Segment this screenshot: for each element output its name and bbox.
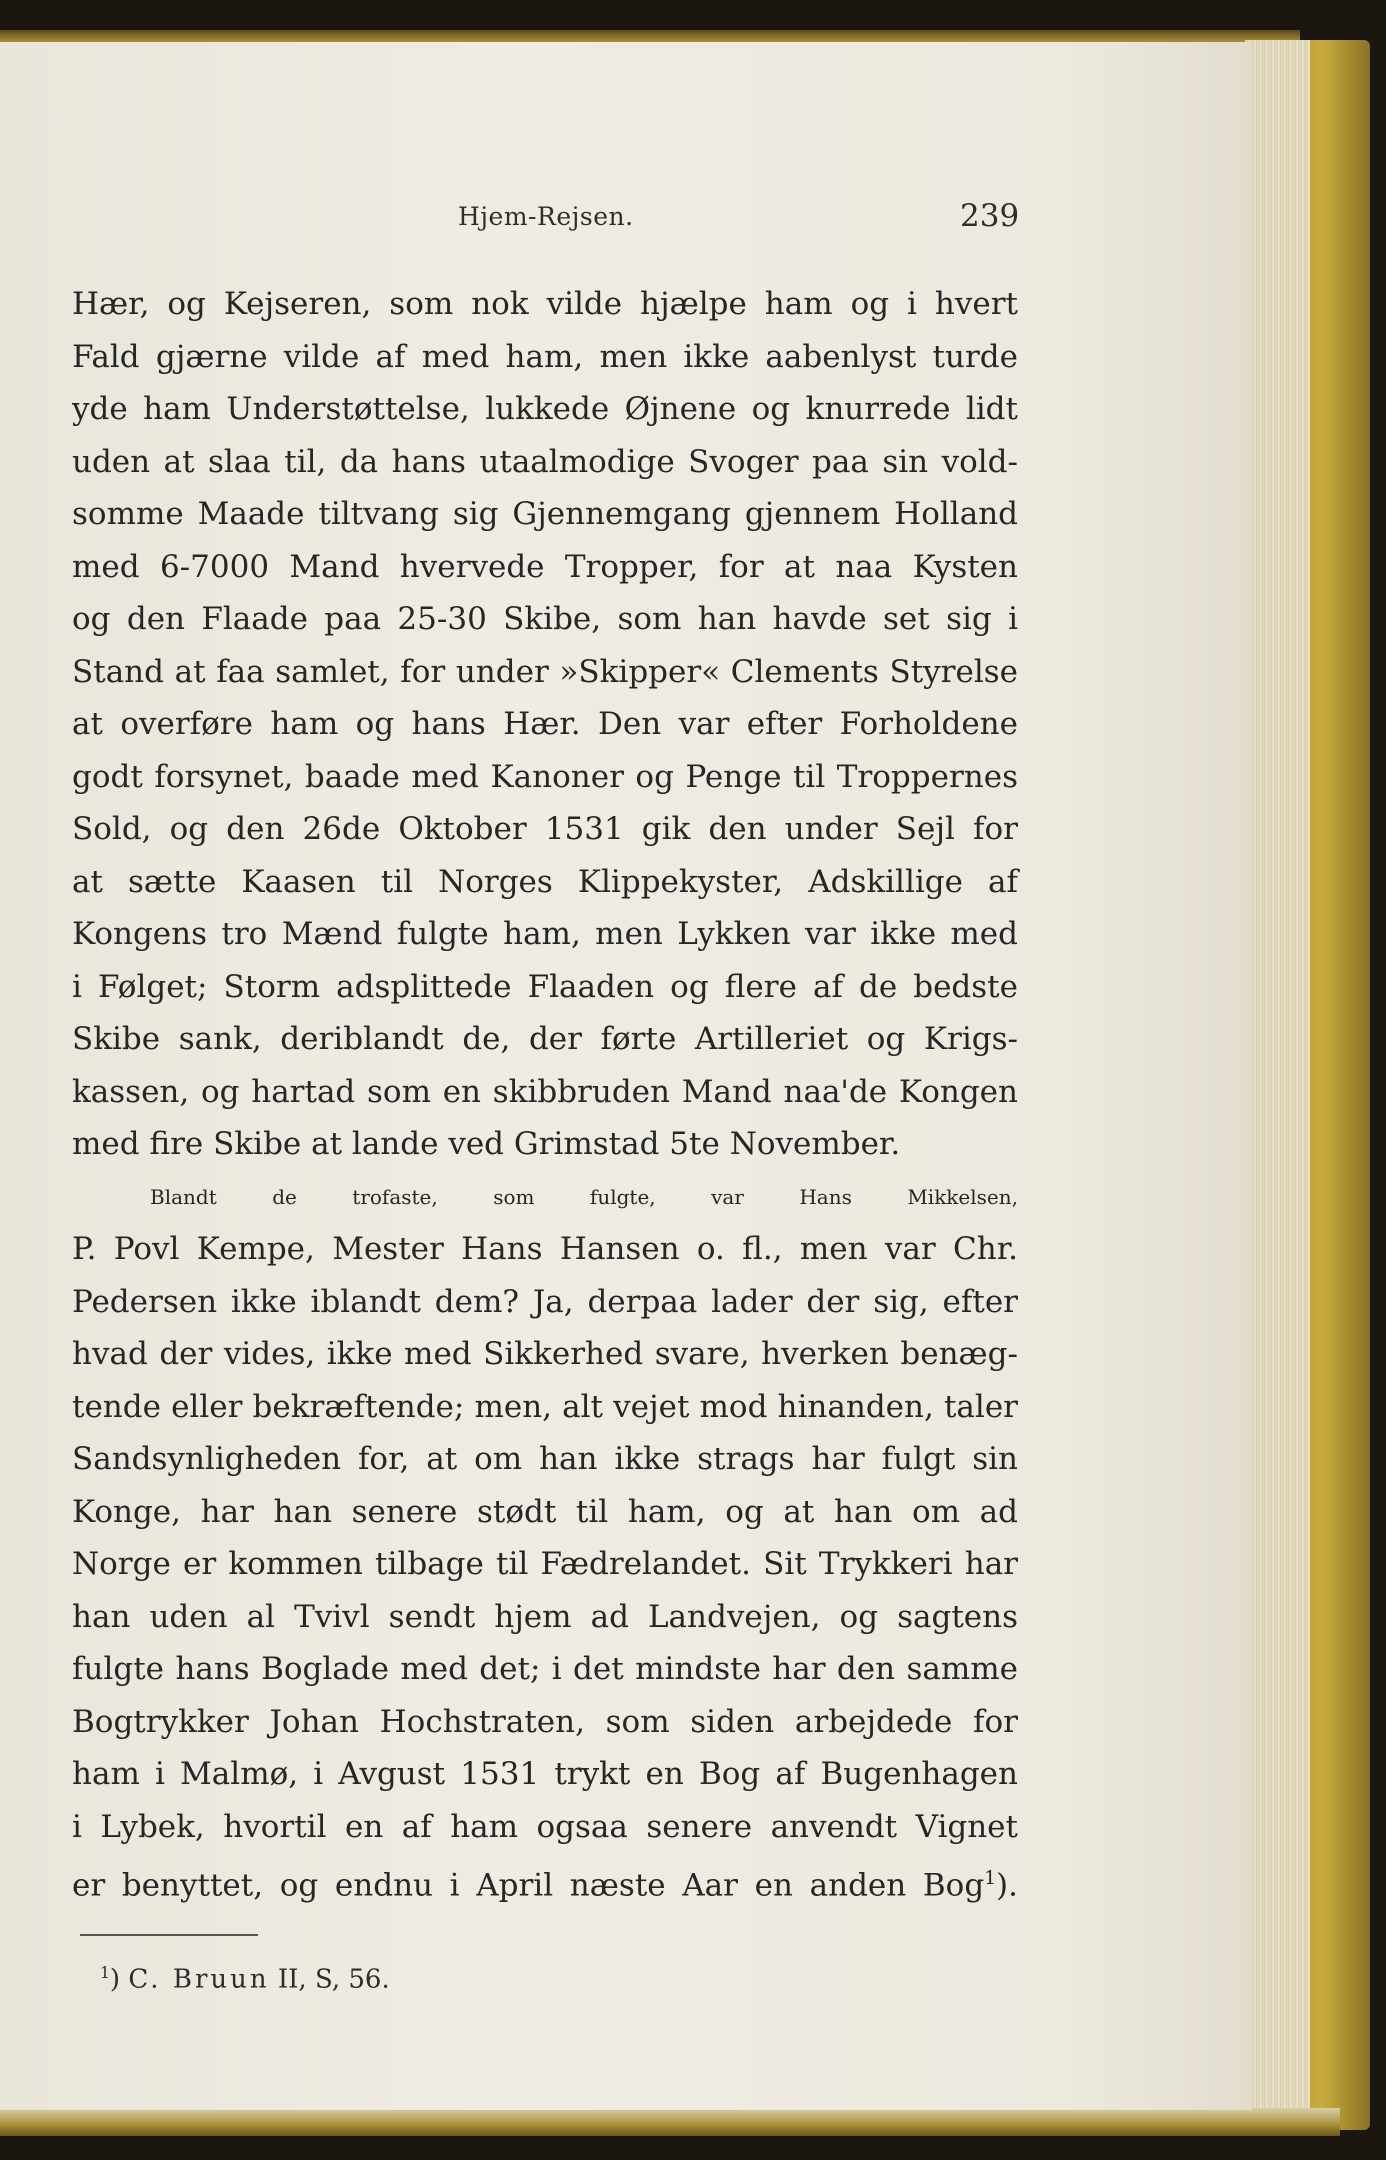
text-line: uden at slaa til, da hans utaalmodige Svoger paa sin vold- [72,443,1018,480]
footnote-mark: 1 [100,1964,110,1982]
text-line: Stand at faa samlet, for under »Skipper« Clements Styrelse [72,653,1018,690]
text-line: P. Povl Kempe, Mester Hans Hansen o. fl., men var Chr. [72,1231,1018,1267]
text-line: han uden al Tvivl sendt hjem ad Landvejen, og sagtens [72,1598,1018,1635]
text-line: ham i Malmø, i Avgust 1531 trykt en Bog af Bugenhagen [72,1756,1018,1792]
footnote-divider [80,1934,258,1936]
text-line: at overføre ham og hans Hær. Den var efter Forholdene [72,706,1018,742]
text-line: Blandt de trofaste, som fulgte, var Hans Mikkelsen, [150,1184,1018,1209]
book-page-edges [1245,40,1310,2130]
footnote-author: C. Bruun [128,1964,270,1995]
text-line: Hær, og Kejseren, som nok vilde hjælpe ham og i hvert [72,286,1018,322]
page-header [0,198,1020,242]
text-line: fulgte hans Boglade med det; i det mindste har den samme [72,1651,1018,1687]
text-line: Kongens tro Mænd fulgte ham, men Lykken var ikke med [72,916,1018,952]
text-line: i Følget; Storm adsplittede Flaaden og flere af de bedste [72,968,1018,1005]
text-line: Norge er kommen tilbage til Fædrelandet. Sit Trykkeri har [72,1546,1018,1582]
footnote [100,1964,390,1995]
footnote-paren: ) [109,1964,121,1995]
text-line: godt forsynet, baade med Kanoner og Penge til Troppernes [72,758,1018,795]
page [0,42,1252,2110]
paragraph-2 [72,1171,1018,1906]
text-line: Fald gjærne vilde af med ham, men ikke aabenlyst turde [72,338,1018,375]
text-line-last [72,1853,1018,1906]
book-bottom-edge [0,2108,1340,2136]
text-line: kassen, og hartad som en skibbruden Mand naa'de Kongen [72,1073,1018,1110]
text-line: med 6-7000 Mand hvervede Tropper, for at naa Kysten [72,548,1018,585]
body-text [72,278,1018,1906]
text-line: Sandsynligheden for, at om han ikke strags har fulgt sin [72,1441,1018,1477]
text-line: i Lybek, hvortil en af ham ogsaa senere anvendt Vignet [72,1808,1018,1845]
text-line: hvad der vides, ikke med Sikkerhed svare, hverken benæg- [72,1336,1018,1372]
text-line: med fire Skibe at lande ved Grimstad 5te November. [72,1126,901,1162]
paragraph-1 [72,278,1018,1171]
text-line: og den Flaade paa 25-30 Skibe, som han havde set sig i [72,601,1018,637]
text-line: tende eller bekræftende; men, alt vejet mod hinanden, taler [72,1388,1018,1425]
page-number: 239 [960,198,1020,234]
text-line: Pedersen ikke iblandt dem? Ja, derpaa lader der sig, efter [72,1283,1018,1320]
text-line: Bogtrykker Johan Hochstraten, som siden arbejdede for [72,1703,1018,1740]
text-line: Skibe sank, deriblandt de, der førte Artilleriet og Krigs- [72,1021,1018,1057]
running-title: Hjem-Rejsen. [458,202,634,231]
footnote-reference-mark: 1 [984,1868,997,1889]
last-line-text: er benyttet, og endnu i April næste Aar en anden Bog [72,1867,985,1904]
text-line: Sold, og den 26de Oktober 1531 gik den under Sejl for [72,811,1018,847]
footnote-reference: II, S, 56. [277,1964,390,1995]
text-line: Konge, har han senere stødt til ham, og at han om ad [72,1493,1018,1530]
text-line: yde ham Understøttelse, lukkede Øjnene og knurrede lidt [72,391,1018,427]
last-line-end: ). [996,1867,1018,1904]
text-line: at sætte Kaasen til Norges Klippekyster, Adskillige af [72,863,1018,900]
text-line: somme Maade tiltvang sig Gjennemgang gjennem Holland [72,496,1018,532]
